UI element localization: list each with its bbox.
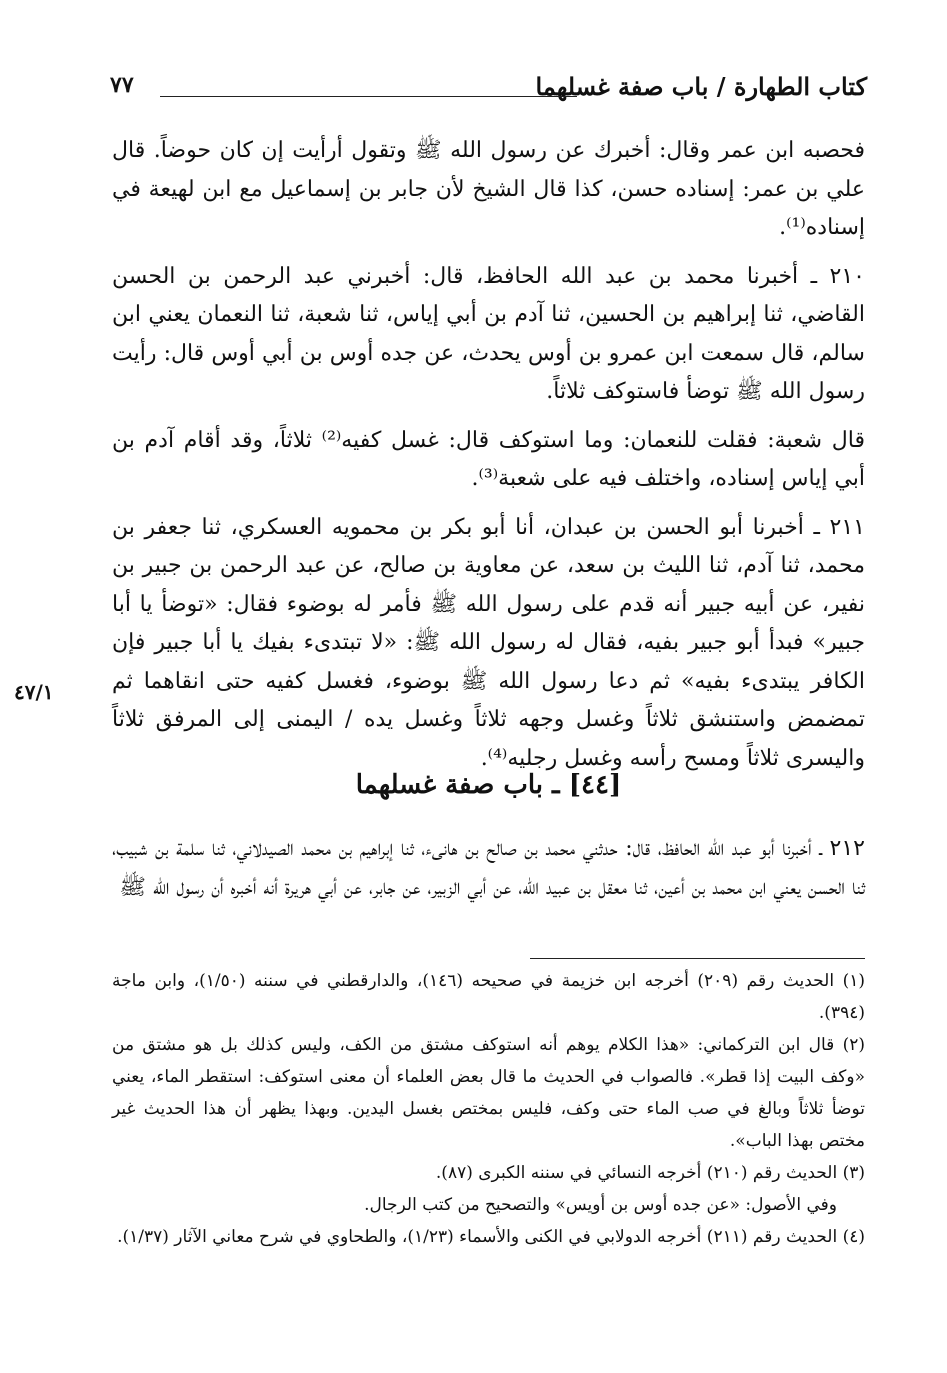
paragraph-1: فحصبه ابن عمر وقال: أخبرك عن رسول الله ﷺ وتقول أرأيت إن كان حوضاً. قال علي بن عمر: إسناده حسن، كذا قال الشيخ لأن جابر بن إسماعيل مع ابن لهيعة في إسناده⁽¹⁾.: [112, 138, 865, 240]
footnote-1: (١) الحديث رقم (٢٠٩) أخرجه ابن خزيمة في صحيحه (١٤٦)، والدارقطني في سننه (١/٥٠)، وابن ماجة (٣٩٤).: [112, 971, 865, 1023]
footnote-3: (٣) الحديث رقم (٢١٠) أخرجه النسائي في سننه الكبرى (٨٧).: [435, 1163, 865, 1183]
footnotes: [112, 965, 865, 1253]
hadith-210: ٢١٠ ـ أخبرنا محمد بن عبد الله الحافظ، قال: أخبرني عبد الرحمن بن الحسن القاضي، ثنا إبراهيم بن الحسين، ثنا آدم بن أبي إياس، ثنا شعبة، ثنا النعمان يعني ابن سالم، قال سمعت ابن عمرو بن أوس يحدث، عن جده أوس بن أبي أوس قال: رأيت رسول الله ﷺ توضأ فاستوكف ثلاثاً.: [112, 263, 865, 404]
body-text-upper: [112, 132, 865, 778]
header-rule: [160, 96, 577, 97]
hadith-212: ٢١٢ ـ أخبرنا أبو عبد الله الحافظ، قال: حدثني محمد بن صالح بن هانىء، ثنا إبراهيم بن محمد الصيدلاني، ثنا سلمة بن شبيب، ثنا الحسن يعني ابن محمد بن أعين، ثنا معقل بن عبيد الله، عن أبي الزبير، عن جابر، عن أبي هريرة أنه أخبره أن رسول الله ﷺ: [112, 836, 865, 900]
page-header: [110, 70, 867, 114]
footnote-rule: [530, 958, 865, 959]
running-title: كتاب الطهارة / باب صفة غسلهما: [535, 72, 867, 101]
margin-manuscript-ref: ٤٧/١: [14, 680, 54, 704]
section-heading: [٤٤] ـ باب صفة غسلهما: [355, 770, 622, 800]
body-text-lower: [112, 830, 865, 907]
footnote-4: (٤) الحديث رقم (٢١١) أخرجه الدولابي في الكنى والأسماء (١/٢٣)، والطحاوي في شرح معاني الآثار (١/٣٧).: [117, 1227, 865, 1247]
footnote-2: (٢) قال ابن التركماني: «هذا الكلام يوهم أنه استوكف مشتق من الكف، وليس كذلك بل هو مشتق من «وكف البيت إذا قطر». فالصواب في الحديث ما قال بعض العلماء أن معنى استوكف: استقطر الماء، يعني توضأ ثلاثاً وبالغ في صب الماء حتى وكف، فليس بمختص بغسل اليدين. وبهذا يظهر أن هذا الحديث غير مختص بهذا الباب».: [112, 1035, 865, 1151]
paragraph-shuba: قال شعبة: فقلت للنعمان: وما استوكف قال: غسل كفيه⁽²⁾ ثلاثاً، وقد أقام آدم بن أبي إياس إسناده، واختلف فيه على شعبة⁽³⁾.: [112, 427, 865, 491]
hadith-211: ٢١١ ـ أخبرنا أبو الحسن بن عبدان، أنا أبو بكر بن محمويه العسكري، ثنا جعفر بن محمد، ثنا آدم، ثنا الليث بن سعد، عن معاوية بن صالح، عن عبد الرحمن بن جبير بن نفير، عن أبيه جبير أنه قدم على رسول الله ﷺ فأمر له بوضوء فقال: «توضأ يا أبا جبير» فبدأ أبو جبير بفيه، فقال له رسول الله ﷺ: «لا تبتدىء بفيك يا أبا جبير فإن الكافر يبتدىء بفيه» ثم دعا رسول الله ﷺ بوضوء، فغسل كفيه حتى انقاهما ثم تمضمض واستنشق ثلاثاً وغسل وجهه ثلاثاً وغسل يده / اليمنى إلى المرفق ثلاثاً واليسرى ثلاثاً ومسح رأسه وغسل رجليه⁽⁴⁾.: [112, 514, 865, 771]
footnote-3-continued: وفي الأصول: «عن جده أوس بن أويس» والتصحيح من كتب الرجال.: [364, 1195, 837, 1215]
page-number: ٧٧: [110, 72, 134, 98]
